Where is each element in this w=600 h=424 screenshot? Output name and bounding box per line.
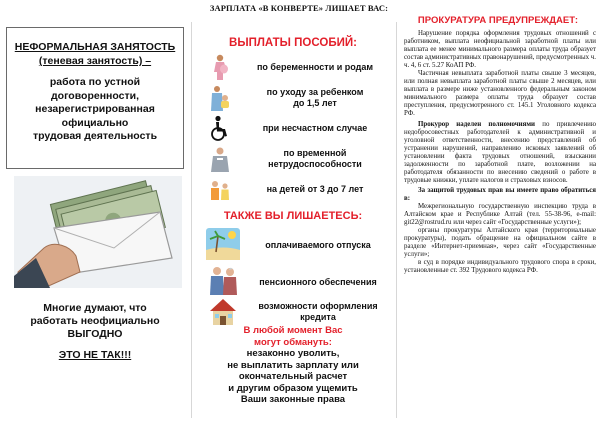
also-item: возможности оформления кредита	[192, 295, 394, 329]
elderly-couple-icon	[206, 265, 240, 297]
pregnant-icon	[208, 54, 232, 80]
also-item: пенсионного обеспечения	[192, 265, 394, 299]
also-item: оплачиваемого отпуска	[192, 228, 394, 262]
definition-box	[6, 27, 184, 169]
paragraph: органы прокуратуры Алтайского края (территориальные прокуратуры), подать обращение на официальном сайте в разделе «Интернет-приемная», через сайт «Государственные услуги»;	[404, 227, 596, 259]
not-so-text: ЭТО НЕ ТАК!!!	[58, 349, 132, 361]
mother-child-icon	[208, 85, 232, 111]
paragraph: Прокурор наделен полномочиями по привлечению недобросовестных работодателей к административной и уголовной ответственности, внесению представлений об устранении нарушений, направлению исковых заявлений об установлении факта трудовых отношений, взыскании задолженности по заработной плате, возложении на работодателя обязанности по внесению сведений о работе в трудовые книжки, уплате налогов и страховых взносов.	[404, 120, 596, 184]
paragraph: Нарушение порядка оформления трудовых отношений с работником, выплата неофициальной заработной платы или выплата ее менее минимального размера оплаты труда образует состав административных правонарушений, предусмотренных ч. ч. 4, 6 ст. 5.27 КоАП РФ.	[404, 30, 596, 70]
benefit-item: на детей от 3 до 7 лет	[192, 174, 394, 204]
also-title: ТАКЖЕ ВЫ ЛИШАЕТЕСЬ:	[223, 210, 363, 222]
vacation-icon	[206, 228, 240, 260]
children-icon	[208, 176, 232, 202]
middle-column	[192, 0, 394, 424]
benefits-title: ВЫПЛАТЫ ПОСОБИЙ:	[229, 37, 357, 49]
column-divider-right	[396, 22, 397, 418]
left-column	[0, 0, 190, 424]
benefit-item: по уходу за ребенком до 1,5 лет	[192, 83, 394, 113]
definition-subtitle: (теневая занятость) –	[38, 55, 152, 67]
definition-title: НЕФОРМАЛЬНАЯ ЗАНЯТОСТЬ	[14, 41, 176, 53]
right-column	[398, 0, 598, 424]
benefit-item: по временной нетрудоспособности	[192, 144, 394, 174]
wheelchair-icon	[208, 115, 232, 141]
money-envelope-icon	[14, 176, 182, 288]
paragraph: Межрегиональную государственную инспекцию труда в Алтайском крае и Республике Алтай (тел. 55-38-96, e-mail: git22@rostrud.ru или через сайт «Государственные услуги»);	[404, 202, 596, 227]
myth-text: Многие думают, что работать неофициально ВЫГОДНО	[30, 302, 160, 340]
prosecutor-title: ПРОКУРАТУРА ПРЕДУПРЕЖДАЕТ:	[417, 15, 579, 26]
warning-block: В любой момент Вас могут обмануть: незаконно уволить, не выплатить зарплату или окончательный расчет и другим образом ущемить Ваши законные права	[227, 325, 359, 405]
paragraph: Частичная невыплата заработной платы свыше 3 месяцев, или полная невыплата заработной платы свыше 2 месяцев, или выплата в размере ниже установленного федеральным законом минимального размера оплаты труда образует состав преступления, предусмотренного ст. 145.1 Уголовного кодекса РФ.	[404, 70, 596, 118]
definition-text: работа по устной договоренности, незарегистрированная официально трудовая деятельность	[32, 76, 158, 143]
benefit-item: по беременности и родам	[192, 52, 394, 82]
prosecutor-text	[404, 30, 596, 275]
paragraph: в суд в порядке индивидуального трудового спора в сроки, установленные ст. 392 Трудового кодекса РФ.	[404, 259, 596, 275]
sick-patient-icon	[208, 146, 232, 172]
house-icon	[206, 295, 240, 327]
page-title: ЗАРПЛАТА «В КОНВЕРТЕ» ЛИШАЕТ ВАС:	[209, 3, 389, 13]
benefit-item: при несчастном случае	[192, 113, 394, 143]
paragraph: За защитой трудовых прав вы имеете право обратиться в:	[404, 186, 596, 202]
